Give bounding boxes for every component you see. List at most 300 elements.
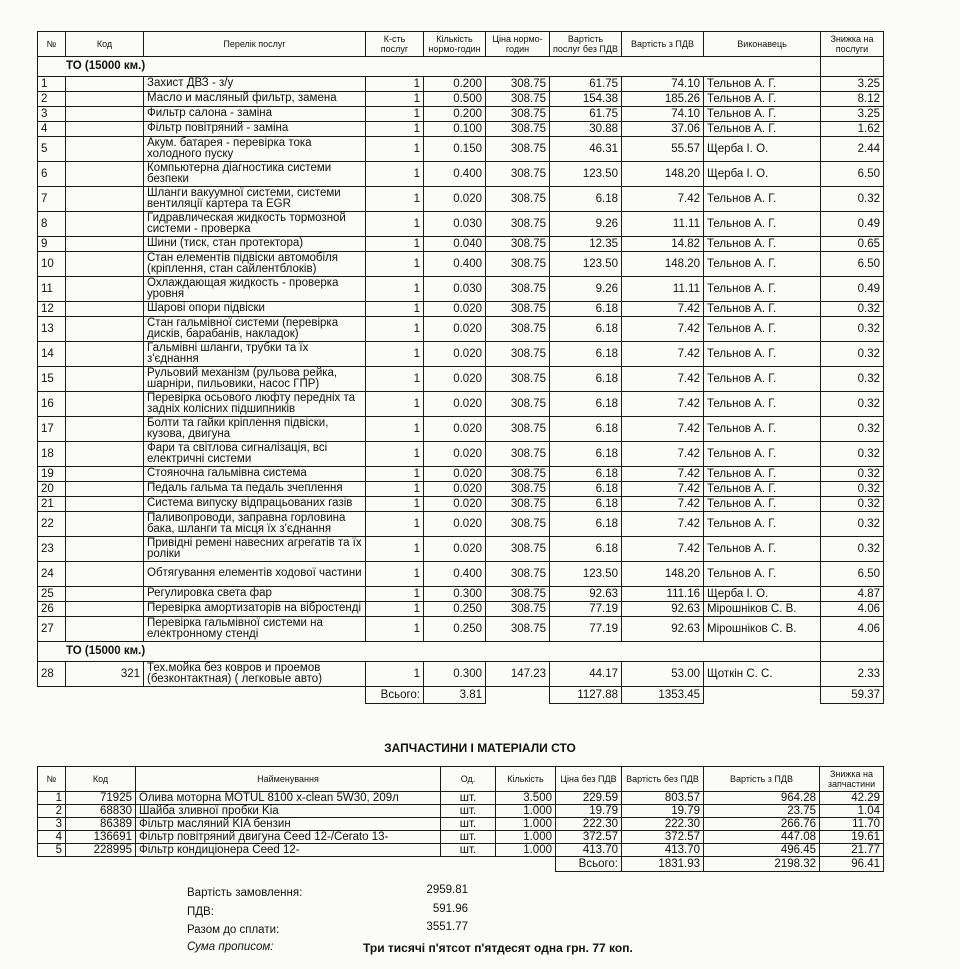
service-discount: 0.32 [821, 512, 884, 537]
service-code [66, 77, 144, 92]
part-number: 4 [38, 831, 66, 844]
services-header-cell: Виконавець [704, 32, 821, 57]
service-row [38, 187, 884, 212]
service-name: Привідні ремені навесних агрегатів та їх роліки [144, 537, 366, 562]
service-row [38, 77, 884, 92]
services-header-cell: № [38, 32, 66, 57]
services-header-cell: Вартість з ПДВ [622, 32, 704, 57]
service-cost: 6.18 [550, 482, 622, 497]
part-quantity: 3.500 [496, 792, 556, 805]
service-row [38, 442, 884, 467]
row-number: 22 [38, 512, 66, 537]
service-cost-vat: 111.16 [622, 587, 704, 602]
service-hours: 0.020 [424, 442, 486, 467]
service-cost: 123.50 [550, 562, 622, 587]
service-quantity: 1 [366, 212, 424, 237]
service-row [38, 562, 884, 587]
service-hours: 0.200 [424, 77, 486, 92]
service-cost-vat: 37.06 [622, 122, 704, 137]
service-group-row [38, 57, 884, 77]
service-cost: 77.19 [550, 617, 622, 642]
service-quantity: 1 [366, 537, 424, 562]
part-name: Фільтр кондиціонера Ceed 12- [136, 844, 441, 857]
service-cost-vat: 7.42 [622, 317, 704, 342]
part-unit: шт. [441, 792, 496, 805]
part-code: 228995 [66, 844, 136, 857]
service-row [38, 367, 884, 392]
service-discount: 1.62 [821, 122, 884, 137]
service-code [66, 342, 144, 367]
row-number: 24 [38, 562, 66, 587]
service-worker: Тельнов А. Г. [704, 467, 821, 482]
part-unit: шт. [441, 818, 496, 831]
service-discount: 0.32 [821, 342, 884, 367]
part-price: 229.59 [556, 792, 622, 805]
services-header-cell: Вартість послуг без ПДВ [550, 32, 622, 57]
service-hours: 0.020 [424, 302, 486, 317]
service-worker: Тельнов А. Г. [704, 367, 821, 392]
service-cost-vat: 7.42 [622, 367, 704, 392]
service-quantity: 1 [366, 162, 424, 187]
service-hour-price: 308.75 [486, 137, 550, 162]
service-worker: Тельнов А. Г. [704, 512, 821, 537]
service-discount: 0.32 [821, 392, 884, 417]
service-row [38, 617, 884, 642]
service-discount: 0.32 [821, 467, 884, 482]
service-cost: 6.18 [550, 417, 622, 442]
row-number: 20 [38, 482, 66, 497]
service-cost-vat: 148.20 [622, 562, 704, 587]
service-code [66, 92, 144, 107]
service-hour-price: 308.75 [486, 587, 550, 602]
part-cost: 222.30 [622, 818, 704, 831]
service-discount: 0.32 [821, 482, 884, 497]
service-name: Обтягування елементів ходової частини [144, 562, 366, 587]
services-header-cell: Перелік послуг [144, 32, 366, 57]
service-quantity: 1 [366, 77, 424, 92]
row-number: 3 [38, 107, 66, 122]
service-code [66, 317, 144, 342]
service-group-label: ТО (15000 км.) [38, 642, 821, 662]
service-hours: 0.030 [424, 277, 486, 302]
service-hour-price: 308.75 [486, 617, 550, 642]
row-number: 7 [38, 187, 66, 212]
service-quantity: 1 [366, 237, 424, 252]
service-name: Захист ДВЗ - з/у [144, 77, 366, 92]
blank-cell [38, 687, 366, 704]
service-cost-vat: 7.42 [622, 187, 704, 212]
service-hours: 0.300 [424, 587, 486, 602]
service-name: Фільтр повітряний - заміна [144, 122, 366, 137]
part-discount: 19.61 [820, 831, 884, 844]
service-worker: Щерба І. О. [704, 587, 821, 602]
service-worker: Щерба І. О. [704, 162, 821, 187]
service-worker: Тельнов А. Г. [704, 92, 821, 107]
service-worker: Тельнов А. Г. [704, 302, 821, 317]
service-row [38, 482, 884, 497]
part-code: 68830 [66, 805, 136, 818]
service-cost-vat: 74.10 [622, 107, 704, 122]
services-total-cost: 1127.88 [550, 687, 622, 704]
part-cost-vat: 447.08 [704, 831, 820, 844]
service-name: Болти та гайки кріплення підвіски, кузова, двигуна [144, 417, 366, 442]
service-worker: Щерба І. О. [704, 137, 821, 162]
service-row [38, 122, 884, 137]
service-code [66, 212, 144, 237]
service-name: Стан елементів підвіски автомобіля (кріплення, стан сайлентблоків) [144, 252, 366, 277]
service-cost-vat: 53.00 [622, 662, 704, 687]
service-worker: Тельнов А. Г. [704, 277, 821, 302]
service-worker: Мірошніков С. В. [704, 617, 821, 642]
service-code [66, 107, 144, 122]
service-row [38, 392, 884, 417]
service-worker: Тельнов А. Г. [704, 482, 821, 497]
service-worker: Тельнов А. Г. [704, 442, 821, 467]
row-number: 9 [38, 237, 66, 252]
services-header-cell: Знижка на послуги [821, 32, 884, 57]
service-discount: 6.50 [821, 252, 884, 277]
service-row [38, 277, 884, 302]
service-cost-vat: 7.42 [622, 482, 704, 497]
service-name: Гальмівні шланги, трубки та їх з'єднання [144, 342, 366, 367]
service-row [38, 107, 884, 122]
service-discount: 6.50 [821, 562, 884, 587]
service-code [66, 237, 144, 252]
service-worker: Тельнов А. Г. [704, 212, 821, 237]
service-hour-price: 308.75 [486, 562, 550, 587]
service-row [38, 497, 884, 512]
service-cost-vat: 7.42 [622, 342, 704, 367]
service-quantity: 1 [366, 442, 424, 467]
service-hour-price: 308.75 [486, 537, 550, 562]
service-code [66, 137, 144, 162]
service-code [66, 617, 144, 642]
service-worker: Тельнов А. Г. [704, 392, 821, 417]
service-row [38, 512, 884, 537]
service-code [66, 442, 144, 467]
service-cost-vat: 7.42 [622, 302, 704, 317]
blank-cell [38, 857, 556, 872]
service-hours: 0.400 [424, 562, 486, 587]
parts-total-vat: 2198.32 [704, 857, 820, 872]
parts-header-cell: № [38, 767, 66, 792]
service-discount: 2.33 [821, 662, 884, 687]
service-hour-price: 308.75 [486, 92, 550, 107]
service-discount: 0.32 [821, 302, 884, 317]
total-pay-value: 3551.77 [426, 921, 468, 933]
part-discount: 42.29 [820, 792, 884, 805]
service-quantity: 1 [366, 482, 424, 497]
service-hour-price: 308.75 [486, 602, 550, 617]
part-quantity: 1.000 [496, 818, 556, 831]
parts-header-row [38, 767, 884, 792]
row-number: 1 [38, 77, 66, 92]
service-cost-vat: 7.42 [622, 537, 704, 562]
part-discount: 11.70 [820, 818, 884, 831]
part-cost-vat: 964.28 [704, 792, 820, 805]
service-hours: 0.400 [424, 162, 486, 187]
parts-table [37, 766, 884, 872]
service-quantity: 1 [366, 187, 424, 212]
service-discount: 0.32 [821, 537, 884, 562]
parts-header-cell: Вартість без ПДВ [622, 767, 704, 792]
service-group-row [38, 642, 884, 662]
service-hour-price: 147.23 [486, 662, 550, 687]
part-number: 1 [38, 792, 66, 805]
service-hours: 0.250 [424, 602, 486, 617]
part-code: 86389 [66, 818, 136, 831]
service-name: Система випуску відпрацьованих газів [144, 497, 366, 512]
service-worker: Тельнов А. Г. [704, 77, 821, 92]
part-row [38, 805, 884, 818]
service-name: Гидравлическая жидкость тормозной системи - проверка [144, 212, 366, 237]
service-hour-price: 308.75 [486, 442, 550, 467]
service-discount: 0.32 [821, 497, 884, 512]
part-unit: шт. [441, 831, 496, 844]
row-number: 25 [38, 587, 66, 602]
parts-total-row [38, 857, 884, 872]
service-cost-vat: 7.42 [622, 467, 704, 482]
service-hours: 0.150 [424, 137, 486, 162]
service-discount: 3.25 [821, 77, 884, 92]
service-group-label: ТО (15000 км.) [38, 57, 821, 77]
row-number: 4 [38, 122, 66, 137]
services-header-cell: Код [66, 32, 144, 57]
service-code [66, 122, 144, 137]
service-hours: 0.020 [424, 512, 486, 537]
part-cost: 413.70 [622, 844, 704, 857]
service-code [66, 537, 144, 562]
service-quantity: 1 [366, 92, 424, 107]
service-code [66, 512, 144, 537]
service-name: Рульовий механізм (рульова рейка, шарніри, пильовики, насос ГПР) [144, 367, 366, 392]
service-worker: Тельнов А. Г. [704, 122, 821, 137]
service-cost: 61.75 [550, 107, 622, 122]
service-name: Паливопроводи, заправна горловина бака, шланги та місця їх з'єднання [144, 512, 366, 537]
service-worker: Щоткін С. С. [704, 662, 821, 687]
service-discount: 0.49 [821, 277, 884, 302]
service-hour-price: 308.75 [486, 237, 550, 252]
service-quantity: 1 [366, 602, 424, 617]
service-discount: 4.06 [821, 602, 884, 617]
service-name: Фильтр салона - заміна [144, 107, 366, 122]
service-hours: 0.500 [424, 92, 486, 107]
service-cost: 6.18 [550, 317, 622, 342]
service-code [66, 417, 144, 442]
service-cost: 6.18 [550, 512, 622, 537]
service-code [66, 467, 144, 482]
service-quantity: 1 [366, 302, 424, 317]
part-price: 222.30 [556, 818, 622, 831]
services-total-hours: 3.81 [424, 687, 486, 704]
service-code [66, 252, 144, 277]
service-quantity: 1 [366, 662, 424, 687]
row-number: 17 [38, 417, 66, 442]
service-cost-vat: 7.42 [622, 512, 704, 537]
row-number: 26 [38, 602, 66, 617]
part-row [38, 792, 884, 805]
service-cost: 6.18 [550, 442, 622, 467]
part-row [38, 831, 884, 844]
service-hours: 0.400 [424, 252, 486, 277]
service-cost: 154.38 [550, 92, 622, 107]
service-cost: 9.26 [550, 212, 622, 237]
service-name: Охлаждающая жидкость - проверка уровня [144, 277, 366, 302]
part-price: 413.70 [556, 844, 622, 857]
service-hour-price: 308.75 [486, 367, 550, 392]
service-name: Шини (тиск, стан протектора) [144, 237, 366, 252]
service-name: Регулировка света фар [144, 587, 366, 602]
service-hour-price: 308.75 [486, 77, 550, 92]
service-cost-vat: 92.63 [622, 617, 704, 642]
service-hours: 0.300 [424, 662, 486, 687]
service-hours: 0.020 [424, 187, 486, 212]
row-number: 14 [38, 342, 66, 367]
service-worker: Мірошніков С. В. [704, 602, 821, 617]
service-cost: 123.50 [550, 162, 622, 187]
service-discount: 6.50 [821, 162, 884, 187]
blank-cell [704, 687, 821, 704]
service-code: 321 [66, 662, 144, 687]
service-row [38, 417, 884, 442]
part-cost: 19.79 [622, 805, 704, 818]
part-name: Олива моторна MOTUL 8100 x-clean 5W30, 209л [136, 792, 441, 805]
group-blank-cell [821, 642, 884, 662]
amount-in-words-label: Сума прописом: [187, 941, 274, 953]
service-code [66, 562, 144, 587]
service-row [38, 662, 884, 687]
service-quantity: 1 [366, 107, 424, 122]
service-row [38, 587, 884, 602]
amount-in-words: Три тисячі п'ятсот п'ятдесят одна грн. 77 коп. [363, 941, 633, 955]
part-cost-vat: 496.45 [704, 844, 820, 857]
service-row [38, 162, 884, 187]
service-name: Перевірка осьового люфту передніх та задніх колісних підшипників [144, 392, 366, 417]
service-cost: 12.35 [550, 237, 622, 252]
service-code [66, 602, 144, 617]
service-hours: 0.020 [424, 317, 486, 342]
service-hours: 0.030 [424, 212, 486, 237]
row-number: 11 [38, 277, 66, 302]
service-quantity: 1 [366, 342, 424, 367]
service-row [38, 252, 884, 277]
service-code [66, 587, 144, 602]
service-hour-price: 308.75 [486, 107, 550, 122]
part-name: Шайба зливної пробки Kia [136, 805, 441, 818]
service-cost-vat: 55.57 [622, 137, 704, 162]
service-worker: Тельнов А. Г. [704, 537, 821, 562]
part-discount: 21.77 [820, 844, 884, 857]
part-quantity: 1.000 [496, 844, 556, 857]
service-cost: 30.88 [550, 122, 622, 137]
service-discount: 2.44 [821, 137, 884, 162]
service-cost-vat: 7.42 [622, 442, 704, 467]
service-name: Тех.мойка без ковров и проемов (безконтактная) ( легковые авто) [144, 662, 366, 687]
service-code [66, 187, 144, 212]
parts-header-cell: Код [66, 767, 136, 792]
service-name: Стан гальмівної системи (перевірка дисків, барабанів, накладок) [144, 317, 366, 342]
parts-header-cell: Ціна без ПДВ [556, 767, 622, 792]
service-worker: Тельнов А. Г. [704, 497, 821, 512]
row-number: 21 [38, 497, 66, 512]
parts-header-cell: Вартість з ПДВ [704, 767, 820, 792]
parts-header-cell: Найменування [136, 767, 441, 792]
parts-header-cell: Знижка на запчастини [820, 767, 884, 792]
part-row [38, 844, 884, 857]
service-hours: 0.020 [424, 497, 486, 512]
service-cost: 9.26 [550, 277, 622, 302]
part-name: Фільтр масляний KIA бензин [136, 818, 441, 831]
service-discount: 0.32 [821, 442, 884, 467]
service-discount: 0.32 [821, 417, 884, 442]
service-hours: 0.020 [424, 342, 486, 367]
service-discount: 8.12 [821, 92, 884, 107]
service-hour-price: 308.75 [486, 467, 550, 482]
service-quantity: 1 [366, 137, 424, 162]
service-quantity: 1 [366, 617, 424, 642]
service-quantity: 1 [366, 467, 424, 482]
service-discount: 0.32 [821, 187, 884, 212]
service-cost-vat: 7.42 [622, 392, 704, 417]
service-cost: 123.50 [550, 252, 622, 277]
service-hour-price: 308.75 [486, 212, 550, 237]
part-name: Фільтр повітряний двигуна Ceed 12-/Cerato 13- [136, 831, 441, 844]
service-name: Акум. батарея - перевірка тока холодного пуску [144, 137, 366, 162]
service-row [38, 602, 884, 617]
service-worker: Тельнов А. Г. [704, 342, 821, 367]
services-header-cell: Кількість нормо-годин [424, 32, 486, 57]
service-quantity: 1 [366, 122, 424, 137]
service-hour-price: 308.75 [486, 497, 550, 512]
service-name: Шланги вакуумної системи, системи вентиляції картера та EGR [144, 187, 366, 212]
part-unit: шт. [441, 805, 496, 818]
service-row [38, 302, 884, 317]
row-number: 23 [38, 537, 66, 562]
services-total-discount: 59.37 [821, 687, 884, 704]
order-cost-value: 2959.81 [426, 884, 468, 896]
service-hours: 0.020 [424, 392, 486, 417]
service-quantity: 1 [366, 252, 424, 277]
service-name: Масло и масляный фильтр, замена [144, 92, 366, 107]
parts-total-cost: 1831.93 [622, 857, 704, 872]
part-code: 71925 [66, 792, 136, 805]
service-hours: 0.200 [424, 107, 486, 122]
service-cost: 6.18 [550, 187, 622, 212]
service-name: Перевірка амортизаторів на вібростенді [144, 602, 366, 617]
service-name: Перевірка гальмівної системи на електронному стенді [144, 617, 366, 642]
service-hour-price: 308.75 [486, 277, 550, 302]
service-hour-price: 308.75 [486, 512, 550, 537]
service-quantity: 1 [366, 497, 424, 512]
service-worker: Тельнов А. Г. [704, 187, 821, 212]
service-hours: 0.020 [424, 537, 486, 562]
part-quantity: 1.000 [496, 831, 556, 844]
service-row [38, 537, 884, 562]
service-row [38, 237, 884, 252]
service-code [66, 497, 144, 512]
part-cost: 803.57 [622, 792, 704, 805]
service-hours: 0.020 [424, 467, 486, 482]
service-hour-price: 308.75 [486, 252, 550, 277]
service-quantity: 1 [366, 317, 424, 342]
service-row [38, 212, 884, 237]
row-number: 13 [38, 317, 66, 342]
service-cost: 46.31 [550, 137, 622, 162]
service-cost: 61.75 [550, 77, 622, 92]
service-name: Фари та світлова сигналізація, всі електричні системи [144, 442, 366, 467]
service-code [66, 482, 144, 497]
total-pay-label: Разом до сплати: [187, 924, 280, 936]
